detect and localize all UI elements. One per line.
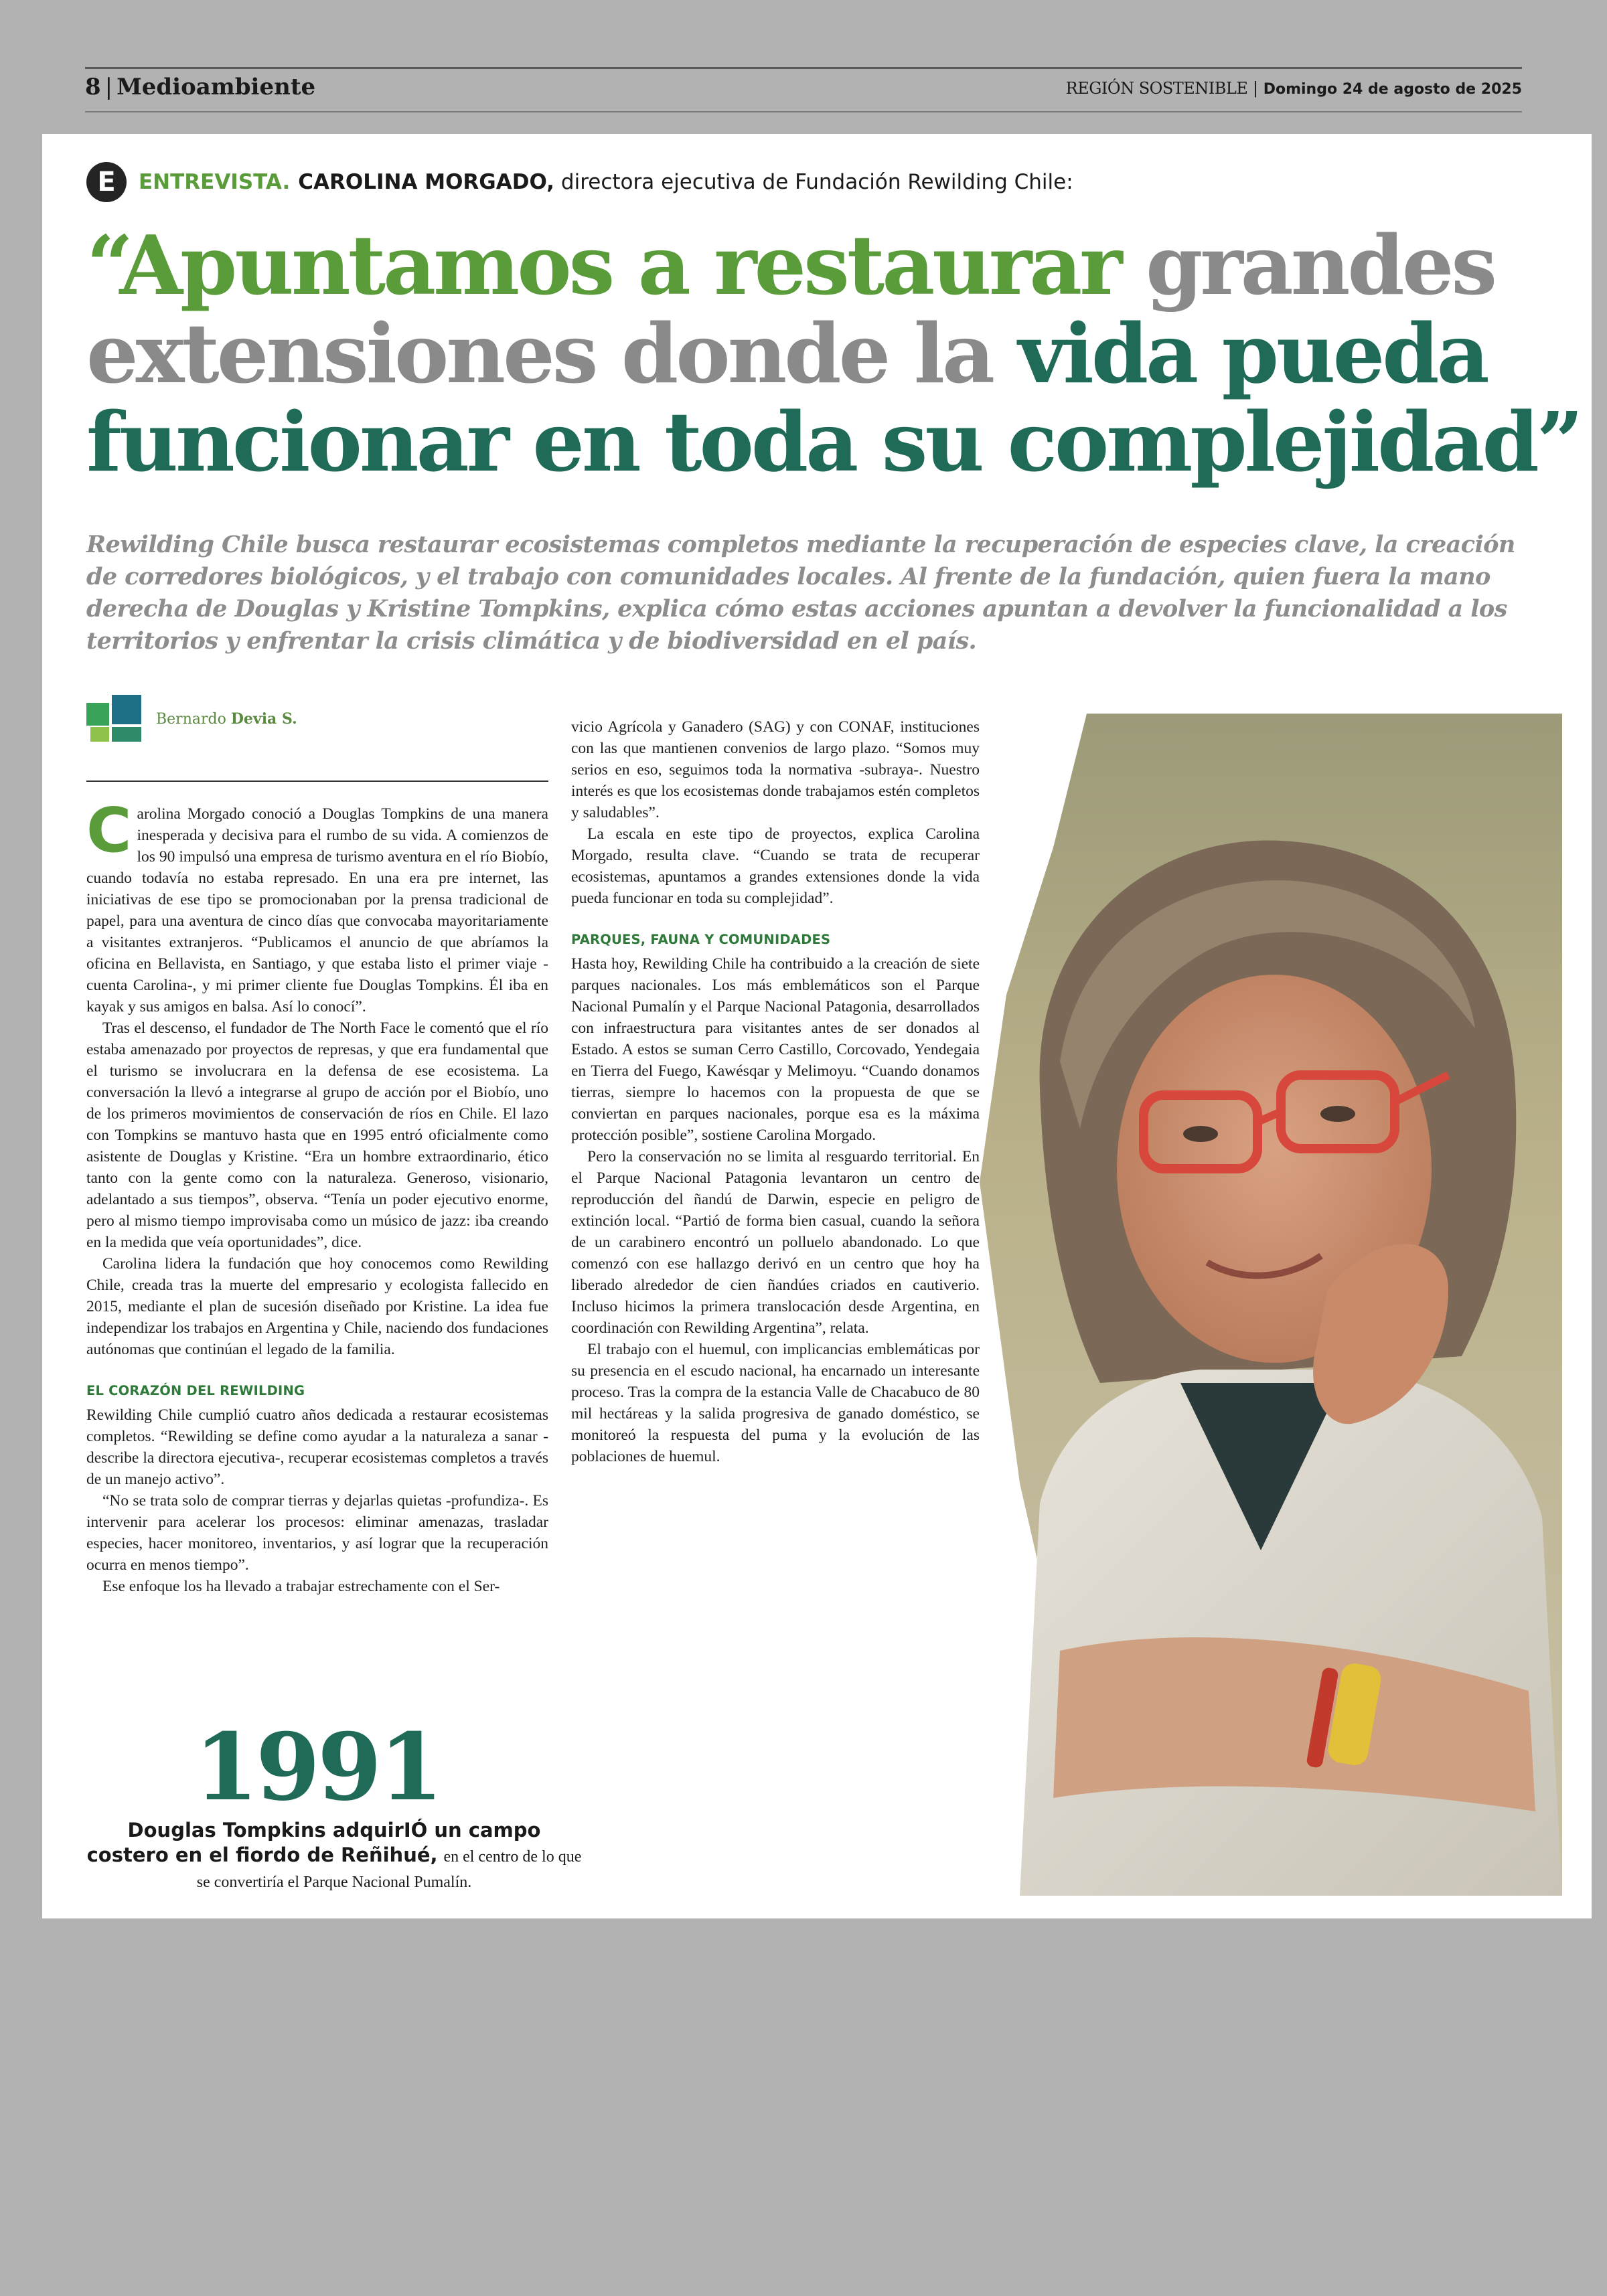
interview-kicker [86, 162, 1073, 202]
headline-part-5: funcionar en toda su complejidad” [86, 394, 1581, 490]
stat-caption: Douglas Tompkins adquirIÓ un campo costero en el fiordo de Reñihué, en el centro de lo que se convertiría el Parque Nacional Pumalín. [86, 1819, 582, 1891]
author-name: Bernardo Devia S. [156, 710, 297, 728]
header-top-rule [85, 67, 1522, 69]
paragraph: Pero la conservación no se limita al resguardo territorial. En el Parque Nacional Patagonia levantaron un centro de reproducción del ñandú de Darwin, especie en peligro de extinción local. “Partió de forma bien casual, cuando la señora de un carabinero encontró un polluelo abandonado. Lo que comenzó con ese hallazgo derivó en un centro que hoy ha liberado alrededor de cien ñandúes criados en cautiverio. Incluso hicimos la primera translocación desde Argentina, en coordinación con Rewilding Argentina”, relata. [571, 1148, 980, 1337]
subhead-parques: PARQUES, FAUNA Y COMUNIDADES [571, 932, 831, 947]
paragraph: El trabajo con el huemul, con implicancias emblemáticas por su presencia en el escudo nacional, ha encarnado un interesante proceso. Tras la compra de la estancia Valle de Chacabuco de 80 mil hectáreas y la salida progresiva de ganado doméstico, se monitoreó la respuesta del puma y la evolución de las poblaciones de huemul. [571, 1341, 980, 1465]
paragraph: Rewilding Chile cumplió cuatro años dedicada a restaurar ecosistemas completos. “Rewilding se define como ayudar a la naturaleza a sanar -describe la directora ejecutiva-, recuperar ecosistemas completos a través de un manejo activo”. [86, 1406, 548, 1488]
headline-part-3: extensiones donde la [86, 305, 993, 402]
headline [86, 217, 1581, 490]
article-column-1 [86, 803, 548, 1807]
kicker-role: directora ejecutiva de Fundación Rewilding Chile: [560, 170, 1073, 194]
headline-part-4: vida pueda [1018, 305, 1487, 402]
portrait-photo [980, 714, 1562, 1896]
publication-dateline: REGIÓN SOSTENIBLE | Domingo 24 de agosto de 2025 [1065, 79, 1522, 98]
section-name: Medioambiente [117, 74, 316, 100]
lede-paragraph: Rewilding Chile busca restaurar ecosistemas completos mediante la recuperación de especies clave, la creación de corredores biológicos, y el trabajo con comunidades locales. Al frente de la fundación, quien fuera la mano derecha de Douglas y Kristine Tompkins, explica cómo estas acciones apuntan a devolver la funcionalidad a los territorios y enfrentar la crisis climática y de biodiversidad en el país. [86, 531, 1515, 655]
publication-date: Domingo 24 de agosto de 2025 [1263, 81, 1522, 98]
byline [86, 695, 297, 743]
subhead-corazon: EL CORAZÓN DEL REWILDING [86, 1383, 305, 1398]
kicker-name: CAROLINA MORGADO, [298, 170, 554, 194]
interview-badge-icon: E [86, 162, 127, 202]
paragraph: “No se trata solo de comprar tierras y dejarlas quietas -profundiza-. Es intervenir para acelerar los procesos: eliminar amenazas, trasladar especies, hacer monitoreo, inventarios, y así lograr que la recuperación ocurra en menos tiempo”. [86, 1492, 548, 1574]
page-number: 8 [85, 74, 101, 100]
paragraph: Hasta hoy, Rewilding Chile ha contribuido a la creación de siete parques nacionales. Los más emblemáticos son el Parque Nacional Pumalín y el Parque Nacional Patagonia, desarrollados con infraestructura para visitantes antes de ser donados al Estado. A estos se suman Cerro Castillo, Corcovado, Yendegaia en Tierra del Fuego, Kawésqar y Melimoyu. “Cuando donamos tierras, siempre lo hacemos con la propuesta de que se conviertan en parques nacionales, porque esa es la máxima protección posible”, sostiene Carolina Morgado. [571, 955, 980, 1144]
paragraph: La escala en este tipo de proyectos, explica Carolina Morgado, resulta clave. “Cuando se trata de recuperar ecosistemas, apuntamos a grandes extensiones donde la vida pueda funcionar en toda su complejidad”. [571, 825, 980, 907]
header-bottom-rule [85, 111, 1522, 112]
byline-rule [86, 781, 548, 782]
page-section-header: 8 | Medioambiente [85, 74, 316, 100]
headline-part-1: “Apuntamos a restaurar [86, 217, 1120, 313]
headline-part-2: grandes [1146, 217, 1495, 313]
stat-year: 1991 [194, 1712, 441, 1821]
paragraph: Carolina Morgado conoció a Douglas Tompkins de una manera inesperada y decisiva para el rumbo de su vida. A comienzos de los 90 impulsó una empresa de turismo aventura en el río Biobío, cuando todavía no estaba represado. En una era pre internet, las iniciativas de ese tipo se promocionaban por la prensa tradicional de papel, para una aventura de cinco días que convocaba mayoritariamente a visitantes extranjeros. “Publicamos el anuncio de que abríamos la oficina en Bellavista, en Santiago, y que estaba listo el primer viaje -cuenta Carolina-, y mi primer cliente fue Douglas Tompkins. Él iba en kayak y sus amigos en balsa. Así lo conocí”. [86, 803, 548, 1015]
article-column-2 [571, 716, 980, 1918]
paragraph: Tras el descenso, el fundador de The North Face le comentó que el río estaba amenazado por proyectos de represas, y que era fundamental que el turismo se involucrara en la defensa de ese ecosistema. La conversación la llevó a integrarse al grupo de acción por el Biobío, uno de los primeros movimientos de conservación de ríos en Chile. El lazo con Tompkins se mantuvo hasta que en 1995 entró oficialmente como asistente de Douglas y Kristine. “Era un hombre extraordinario, ético tanto con la gente como con la naturaleza. Generoso, visionario, adelantado a sus tiempos”, observa. “Tenía un poder ejecutivo enorme, pero al mismo tiempo improvisaba como un músico de jazz: iba creando en la medida que veía oportunidades”, dice. [86, 1019, 548, 1251]
article-page [42, 134, 1592, 1918]
drop-cap: C [86, 803, 132, 866]
kicker-label: ENTREVISTA. [139, 170, 291, 194]
publication-name: REGIÓN SOSTENIBLE [1065, 79, 1248, 98]
paragraph: vicio Agrícola y Ganadero (SAG) y con CONAF, instituciones con las que mantienen convenios de largo plazo. “Somos muy serios en eso, seguimos toda la normativa -subraya-. Nuestro interés es que los ecosistemas donde trabajamos estén completos y saludables”. [571, 718, 980, 821]
author-logo-icon [86, 695, 147, 743]
paragraph: Carolina lidera la fundación que hoy conocemos como Rewilding Chile, creada tras la muerte del empresario y ecologista fallecido en 2015, mediante el plan de sucesión diseñado por Kristine. La idea fue independizar los trabajos en Argentina y Chile, naciendo dos fundaciones autónomas que continúan el legado de la familia. [86, 1255, 548, 1358]
paragraph: Ese enfoque los ha llevado a trabajar estrechamente con el Ser- [102, 1578, 500, 1595]
